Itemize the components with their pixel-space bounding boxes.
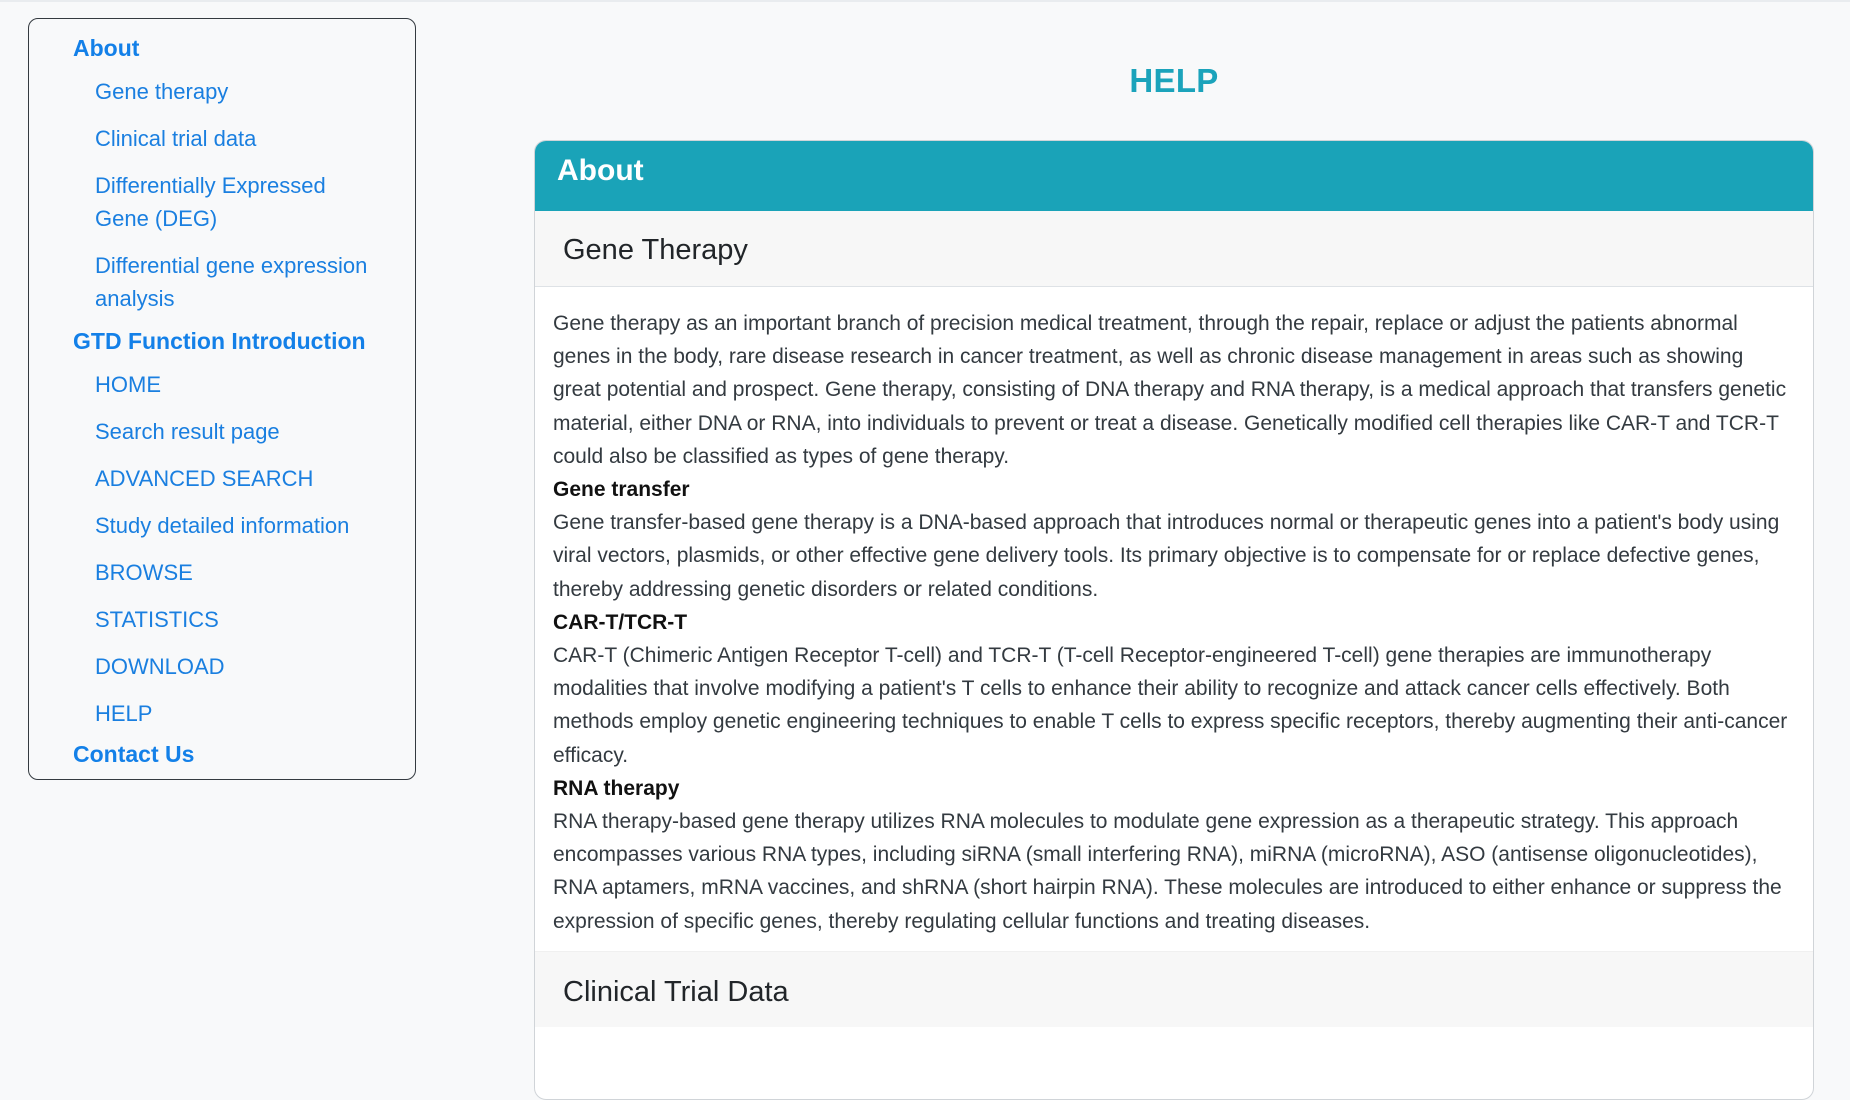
sidebar-item-home[interactable]: HOME [95, 372, 161, 397]
gene-transfer-heading: Gene transfer [553, 478, 690, 502]
sidebar-item-search-result[interactable]: Search result page [95, 419, 280, 444]
top-border [0, 0, 1850, 2]
sidebar-item-gene-therapy[interactable]: Gene therapy [95, 79, 229, 104]
gene-therapy-body [535, 287, 1813, 951]
sidebar-nav [28, 18, 416, 780]
cart-text: CAR-T (Chimeric Antigen Receptor T-cell) and TCR-T (T-cell Receptor-engineered T-cell) gene therapies are immunotherapy modalities that involve modifying a patient's T cells to enhance their ability to recognize and attack cancer cells effectively. Both methods employ genetic engineering techniques to enable T cells to express specific receptors, thereby augmenting their anti-cancer efficacy. [553, 644, 1788, 767]
page-title: HELP [1129, 62, 1219, 99]
about-card [534, 140, 1814, 1100]
sidebar-section-contact-us[interactable]: Contact Us [73, 741, 195, 767]
sidebar-item-deg[interactable]: Differentially Expressed Gene (DEG) [95, 173, 326, 231]
sidebar-section-gtd-function[interactable]: GTD Function Introduction [73, 328, 366, 354]
sidebar-item-study-detail[interactable]: Study detailed information [95, 513, 350, 538]
sidebar-item-dge-analysis[interactable]: Differential gene expression analysis [95, 253, 368, 311]
sidebar-item-statistics[interactable]: STATISTICS [95, 607, 219, 632]
gene-transfer-text: Gene transfer-based gene therapy is a DNA-based approach that introduces normal or therapeutic genes into a patient's body using viral vectors, plasmids, or other effective gene delivery tools. Its primary objective is to compensate for or replace defective genes, thereby addressing genetic disorders or related conditions. [553, 511, 1780, 601]
card-header-about: About [535, 141, 1813, 211]
sidebar-item-help[interactable]: HELP [95, 701, 153, 726]
rna-therapy-heading: RNA therapy [553, 776, 680, 800]
gene-therapy-intro: Gene therapy as an important branch of precision medical treatment, through the repair, replace or adjust the patients abnormal genes in the body, rare disease research in cancer treatment, as well as chronic disease management in areas such as showing great potential and prospect. Gene therapy, consisting of DNA therapy and RNA therapy, is a medical approach that transfers genetic material, either DNA or RNA, into individuals to prevent or treat a disease. Genetically modified cell therapies like CAR-T and TCR-T could also be classified as types of gene therapy. [553, 312, 1787, 468]
sidebar-item-download[interactable]: DOWNLOAD [95, 654, 225, 679]
sidebar-item-browse[interactable]: BROWSE [95, 560, 193, 585]
sidebar-item-advanced-search[interactable]: ADVANCED SEARCH [95, 466, 314, 491]
section-header-clinical-trial-data: Clinical Trial Data [535, 951, 1813, 1027]
sidebar-item-clinical-trial-data[interactable]: Clinical trial data [95, 126, 257, 151]
section-header-gene-therapy: Gene Therapy [535, 211, 1813, 287]
cart-heading: CAR-T/TCR-T [553, 610, 688, 634]
rna-therapy-text: RNA therapy-based gene therapy utilizes RNA molecules to modulate gene expression as a therapeutic strategy. This approach encompasses various RNA types, including siRNA (small interfering RNA), miRNA (microRNA), ASO (antisense oligonucleotides), RNA aptamers, mRNA vaccines, and shRNA (short hairpin RNA). These molecules are introduced to either enhance or suppress the expression of specific genes, thereby regulating cellular functions and treating diseases. [553, 810, 1782, 933]
sidebar-section-about[interactable]: About [73, 35, 140, 61]
